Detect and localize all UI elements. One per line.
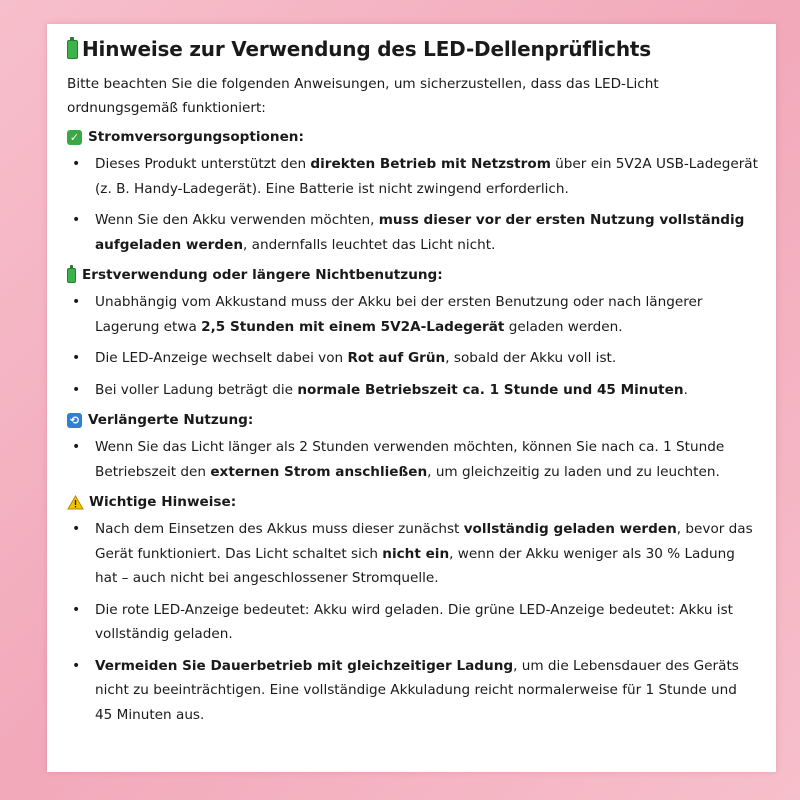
bold-text: nicht ein [382,545,450,562]
section-heading-extended-use [67,409,758,431]
text-run: , andernfalls leuchtet das Licht nicht. [243,236,496,253]
text-run: , um die Lebensdauer des Geräts nicht zu beeinträchtigen. Eine vollständige Akkuladung reicht normalerweise für 1 Stunde und 45 Minuten aus. [95,657,739,723]
section-list [67,290,758,402]
section-heading-text: Erstverwendung oder längere Nichtbenutzung: [82,267,443,283]
text-run: , um gleichzeitig zu laden und zu leuchten. [427,463,720,480]
text-run: Wenn Sie den Akku verwenden möchten, [95,212,379,228]
text-run: , wenn der Akku weniger als 30 % Ladung hat – auch nicht bei angeschlossener Stromquelle. [95,545,735,586]
bold-text: muss dieser vor der ersten Nutzung vollständig aufgeladen werden [95,212,745,253]
check-mark-icon: ✓ [67,130,82,145]
warning-icon [67,495,84,510]
document-card [47,24,776,772]
section-list [67,435,758,484]
text-run: Dieses Produkt unterstützt den [95,156,311,172]
bold-text: Vermeiden Sie Dauerbetrieb mit gleichzeitiger Ladung [95,657,514,674]
text-run: , sobald der Akku voll ist. [445,350,617,366]
text-run: Unabhängig vom Akkustand muss der Akku bei der ersten Benutzung oder nach längerer Lagerung etwa [95,294,703,335]
text-run: Die LED-Anzeige wechselt dabei von [95,350,348,366]
section-heading-text: Stromversorgungsoptionen: [88,129,304,145]
list-item [67,598,758,647]
repeat-icon: ⟲ [67,413,82,428]
text-run: Die rote LED-Anzeige bedeutet: Akku wird geladen. Die grüne LED-Anzeige bedeutet: Akku ist vollständig geladen. [95,601,733,642]
section-heading-power [67,126,758,148]
list-item [67,435,758,484]
text-run: über ein 5V2A USB-Ladegerät (z. B. Handy-Ladegerät). Eine Batterie ist nicht zwingend erforderlich. [95,156,758,197]
section-list [67,152,758,257]
bold-text: 2,5 Stunden mit einem 5V2A-Ladegerät [201,318,505,335]
text-run: . [683,381,688,398]
list-item [67,517,758,591]
bold-text: normale Betriebszeit ca. 1 Stunde und 45 Minuten [297,381,684,398]
list-item [67,378,758,403]
section-heading-important [67,491,758,513]
bold-text: direkten Betrieb mit Netzstrom [310,156,551,172]
battery-icon [67,268,76,283]
text-run: geladen werden. [504,318,623,335]
text-run: Bei voller Ladung beträgt die [95,381,298,398]
text-run: , bevor das Gerät funktioniert. Das Licht schaltet sich [95,521,753,562]
section-heading-first-use [67,264,758,286]
list-item [67,208,758,257]
intro-text: Bitte beachten Sie die folgenden Anweisungen, um sicherzustellen, dass das LED-Licht ordnungsgemäß funktioniert: [67,76,659,116]
section-heading-text: Verlängerte Nutzung: [88,412,254,428]
list-item [67,152,758,201]
title-text: Hinweise zur Verwendung des LED-Dellenprüflichts [82,37,651,61]
bold-text: vollständig geladen werden [463,521,677,537]
page-title [67,34,758,64]
battery-icon [67,40,78,59]
section-list [67,517,758,727]
bold-text: Rot auf Grün [347,350,446,366]
list-item [67,654,758,728]
section-heading-text: Wichtige Hinweise: [89,494,237,510]
bold-text: externen Strom anschließen [210,463,428,480]
text-run: Wenn Sie das Licht länger als 2 Stunden verwenden möchten, können Sie nach ca. 1 Stunde Betriebszeit den [95,439,725,480]
text-run: Nach dem Einsetzen des Akkus muss dieser zunächst [95,521,464,537]
list-item [67,346,758,371]
list-item [67,290,758,339]
